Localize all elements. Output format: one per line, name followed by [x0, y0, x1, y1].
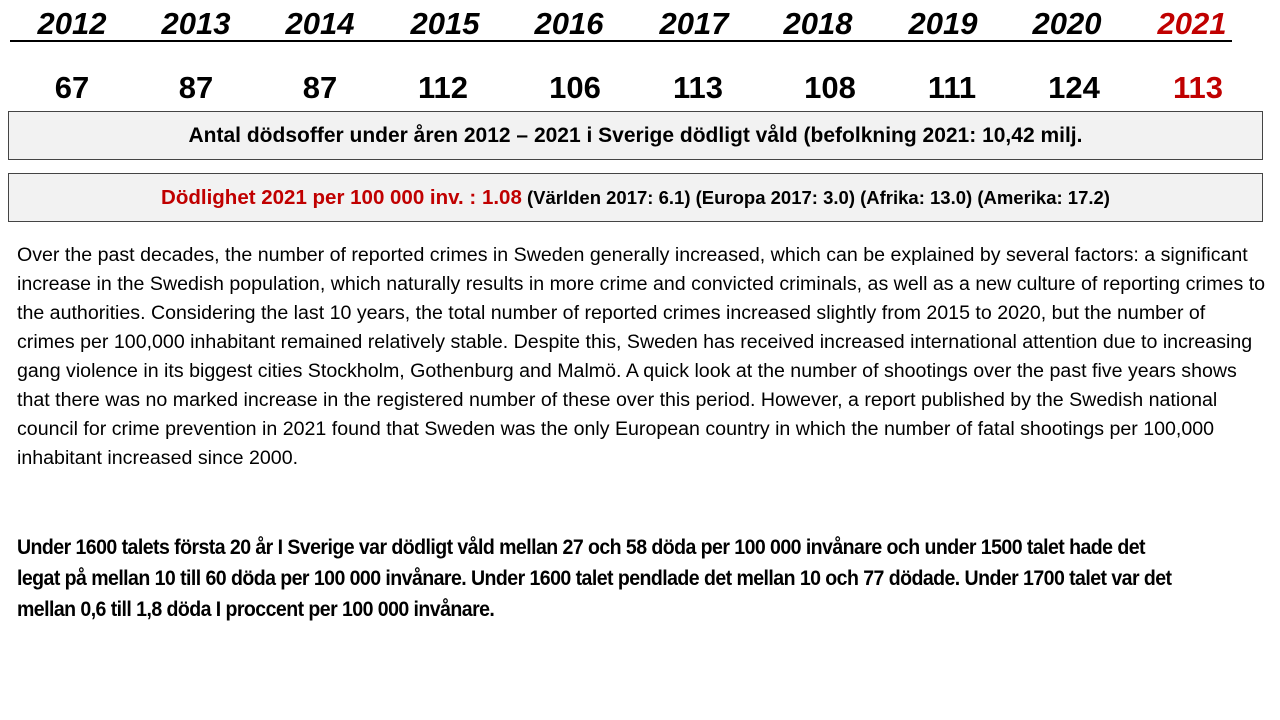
year-label-2019: 2019	[908, 6, 978, 41]
value-2012: 67	[54, 70, 90, 105]
value-2018: 108	[804, 70, 856, 105]
value-2020: 124	[1048, 70, 1100, 105]
value-2021: 113	[1172, 70, 1223, 105]
value-2015: 112	[417, 70, 468, 105]
value-2014: 87	[302, 70, 338, 105]
historical-note: Under 1600 talets första 20 år I Sverige var dödligt våld mellan 27 och 58 döda per 100 000 invånare och under 1500 talet hade det legat på mellan 10 till 60 döda per 100 000 invånare. Under 1600 talet pendlade det mellan 10 och 77 dödade. Under 1700 talet var det mellan 0,6 till 1,8 döda I proccent per 100 000 invånare.	[17, 536, 1172, 621]
years-header-row	[10, 6, 1232, 42]
mortality-rate-highlight: Dödlighet 2021 per 100 000 inv. : 1.08	[161, 186, 522, 209]
year-label-2016: 2016	[534, 6, 604, 41]
value-2016: 106	[549, 70, 601, 105]
year-label-2018: 2018	[783, 6, 853, 41]
summary-box	[8, 111, 1263, 160]
year-label-2013: 2013	[161, 6, 231, 41]
value-2019: 111	[927, 70, 977, 105]
mortality-rate-box	[8, 173, 1263, 222]
body-paragraph: Over the past decades, the number of reported crimes in Sweden generally increased, which can be explained by several factors: a significant increase in the Swedish population, which naturally results in more crime and convicted criminals, as well as a new culture of reporting crimes to the authorities. Considering the last 10 years, the total number of reported crimes increased slightly from 2015 to 2020, but the number of crimes per 100,000 inhabitant remained relatively stable. Despite this, Sweden has received increased international attention due to increasing gang violence in its biggest cities Stockholm, Gothenburg and Malmö. A quick look at the number of shootings over the past five years shows that there was no marked increase in the registered number of these over this period. However, a report published by the Swedish national council for crime prevention in 2021 found that Sweden was the only European country in which the number of fatal shootings per 100,000 inhabitant increased since 2000.	[17, 244, 1266, 469]
year-label-2014: 2014	[285, 6, 355, 41]
value-2017: 113	[672, 70, 723, 105]
mortality-rate-comparison: (Världen 2017: 6.1) (Europa 2017: 3.0) (Afrika: 13.0) (Amerika: 17.2)	[521, 187, 1110, 208]
value-2013: 87	[178, 70, 214, 105]
year-label-2017: 2017	[659, 6, 729, 41]
year-label-2020: 2020	[1032, 6, 1102, 41]
year-label-2012: 2012	[37, 6, 107, 41]
summary-text: Antal dödsoffer under åren 2012 – 2021 i Sverige dödligt våld (befolkning 2021: 10,42 milj.	[188, 124, 1083, 147]
year-label-2021: 2021	[1157, 6, 1227, 41]
year-label-2015: 2015	[410, 6, 480, 41]
